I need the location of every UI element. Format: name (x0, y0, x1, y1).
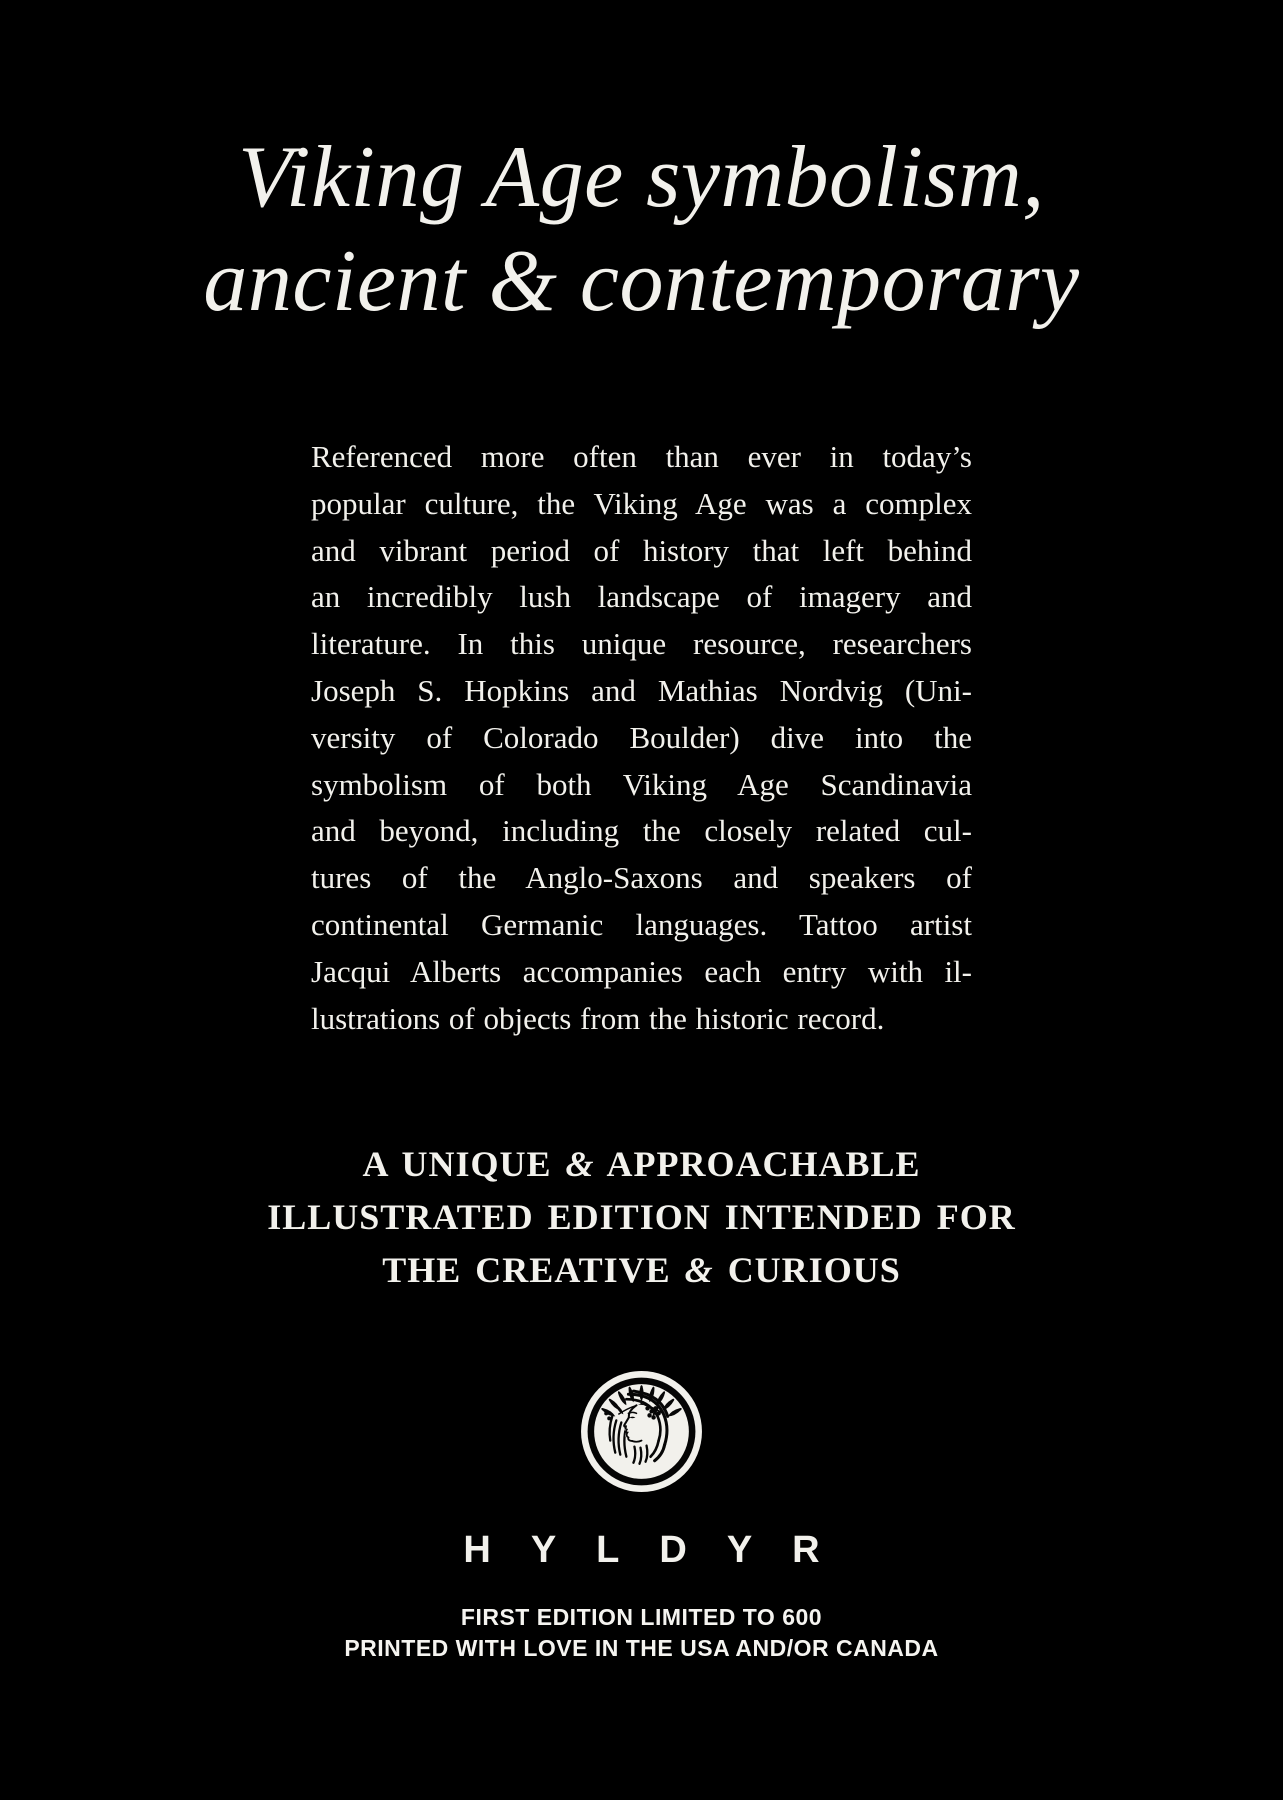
description-line: Jacqui Alberts accompanies each entry with il- (311, 953, 972, 989)
publisher-logo-wrap (0, 1368, 1283, 1495)
description-line: popular culture, the Viking Age was a complex (311, 485, 972, 521)
tagline-line-3 (0, 1244, 1283, 1297)
description-line: an incredibly lush landscape of imagery and (311, 579, 972, 615)
edition-limit-text: FIRST EDITION LIMITED TO 600 (460, 1604, 823, 1630)
edition-tagline (0, 1138, 1283, 1297)
ampersand: & (684, 1250, 714, 1290)
description-line: and vibrant period of history that left behind (311, 532, 972, 568)
description-line: Referenced more often than ever in today’s (311, 439, 972, 474)
book-title (0, 126, 1283, 334)
description-line: Joseph S. Hopkins and Mathias Nordvig (Uni- (311, 672, 972, 708)
edition-fineprint (0, 1602, 1283, 1664)
description-line: literature. In this unique resource, researchers (311, 626, 972, 662)
description-line: versity of Colorado Boulder) dive into the (311, 719, 972, 755)
hyldyr-medallion-logo-icon (578, 1368, 705, 1495)
ampersand: & (565, 1144, 595, 1184)
description-line: continental Germanic languages. Tattoo artist (311, 906, 972, 942)
tagline-text: A UNIQUE (362, 1144, 552, 1184)
description-line: lustrations of objects from the historic record. (311, 1000, 885, 1036)
tagline-text: CURIOUS (727, 1250, 901, 1290)
printing-location-text: PRINTED WITH LOVE IN THE USA AND/OR CANADA (344, 1635, 939, 1661)
book-description (311, 434, 972, 1042)
title-line-1: Viking Age symbolism, (238, 129, 1045, 226)
description-line: and beyond, including the closely related cul- (311, 813, 972, 849)
description-line: symbolism of both Viking Age Scandinavia (311, 766, 972, 802)
tagline-text: THE CREATIVE (382, 1250, 671, 1290)
tagline-text: APPROACHABLE (606, 1144, 921, 1184)
description-line: tures of the Anglo-Saxons and speakers of (311, 860, 972, 896)
tagline-line-1 (0, 1138, 1283, 1191)
title-line-2: ancient & contemporary (203, 233, 1080, 330)
publisher-wordmark: HYLDYR (463, 1529, 860, 1571)
tagline-line-2: ILLUSTRATED EDITION INTENDED FOR (267, 1197, 1016, 1237)
